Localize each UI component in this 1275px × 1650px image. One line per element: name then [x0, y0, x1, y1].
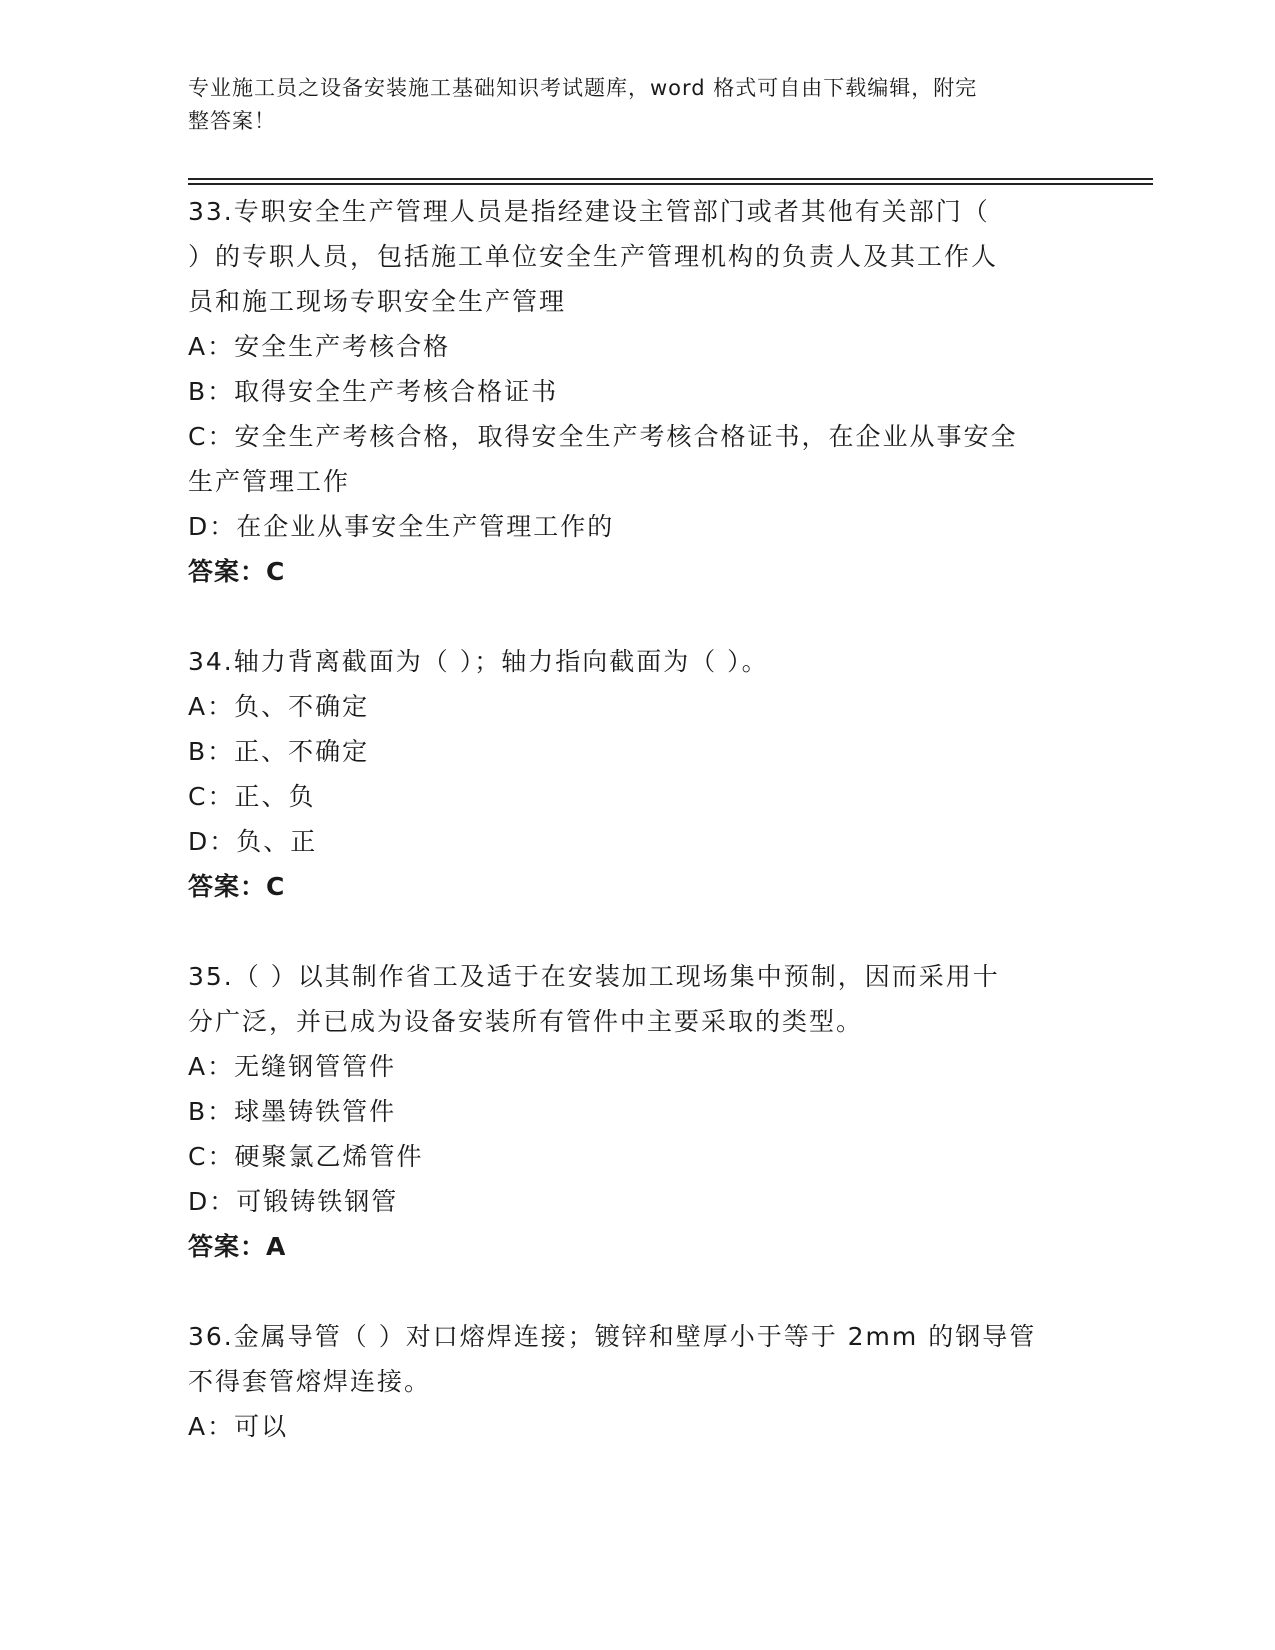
- question-block: [188, 954, 1068, 1269]
- option-b: B：正、不确定: [188, 737, 370, 766]
- answer: 答案：C: [188, 557, 286, 586]
- option-a: A：无缝钢管管件: [188, 1052, 397, 1081]
- option-d: D：负、正: [188, 827, 318, 856]
- option-a: A：可以: [188, 1412, 289, 1441]
- question-text-line: 35.（ ）以其制作省工及适于在安装加工现场集中预制，因而采用十: [188, 962, 1000, 991]
- option-c: C：正、负: [188, 782, 316, 811]
- option-b: B：取得安全生产考核合格证书: [188, 377, 559, 406]
- option-d: D：可锻铸铁钢管: [188, 1187, 399, 1216]
- question-text-line: ）的专职人员，包括施工单位安全生产管理机构的负责人及其工作人: [188, 242, 999, 271]
- spacer: [188, 594, 1068, 639]
- document-header: [188, 72, 1068, 138]
- question-text-line: 分广泛，并已成为设备安装所有管件中主要采取的类型。: [188, 1007, 864, 1036]
- header-line-1: 专业施工员之设备安装施工基础知识考试题库，word 格式可自由下载编辑，附完: [188, 76, 978, 100]
- question-block: [188, 1314, 1068, 1449]
- answer: 答案：C: [188, 872, 286, 901]
- option-a: A：负、不确定: [188, 692, 370, 721]
- spacer: [188, 909, 1068, 954]
- question-text-line: 34.轴力背离截面为（ ）；轴力指向截面为（ ）。: [188, 647, 769, 676]
- option-c: C：硬聚氯乙烯管件: [188, 1142, 424, 1171]
- header-divider-bottom: [188, 183, 1153, 185]
- option-a: A：安全生产考核合格: [188, 332, 451, 361]
- answer: 答案：A: [188, 1232, 287, 1261]
- question-text-line: 33.专职安全生产管理人员是指经建设主管部门或者其他有关部门（: [188, 197, 990, 226]
- option-b: B：球墨铸铁管件: [188, 1097, 397, 1126]
- question-text-line: 员和施工现场专职安全生产管理: [188, 287, 567, 316]
- option-c: C：安全生产考核合格，取得安全生产考核合格证书，在企业从事安全: [188, 422, 1018, 451]
- question-list: [188, 189, 1068, 1449]
- header-divider-top: [188, 178, 1153, 180]
- question-text-line: 不得套管熔焊连接。: [188, 1367, 432, 1396]
- question-block: [188, 189, 1068, 594]
- question-text-line: 36.金属导管（ ）对口熔焊连接；镀锌和壁厚小于等于 2mm 的钢导管: [188, 1322, 1037, 1351]
- header-line-2: 整答案！: [188, 109, 276, 133]
- question-block: [188, 639, 1068, 909]
- spacer: [188, 1269, 1068, 1314]
- option-c-continued: 生产管理工作: [188, 467, 351, 496]
- option-d: D：在企业从事安全生产管理工作的: [188, 512, 615, 541]
